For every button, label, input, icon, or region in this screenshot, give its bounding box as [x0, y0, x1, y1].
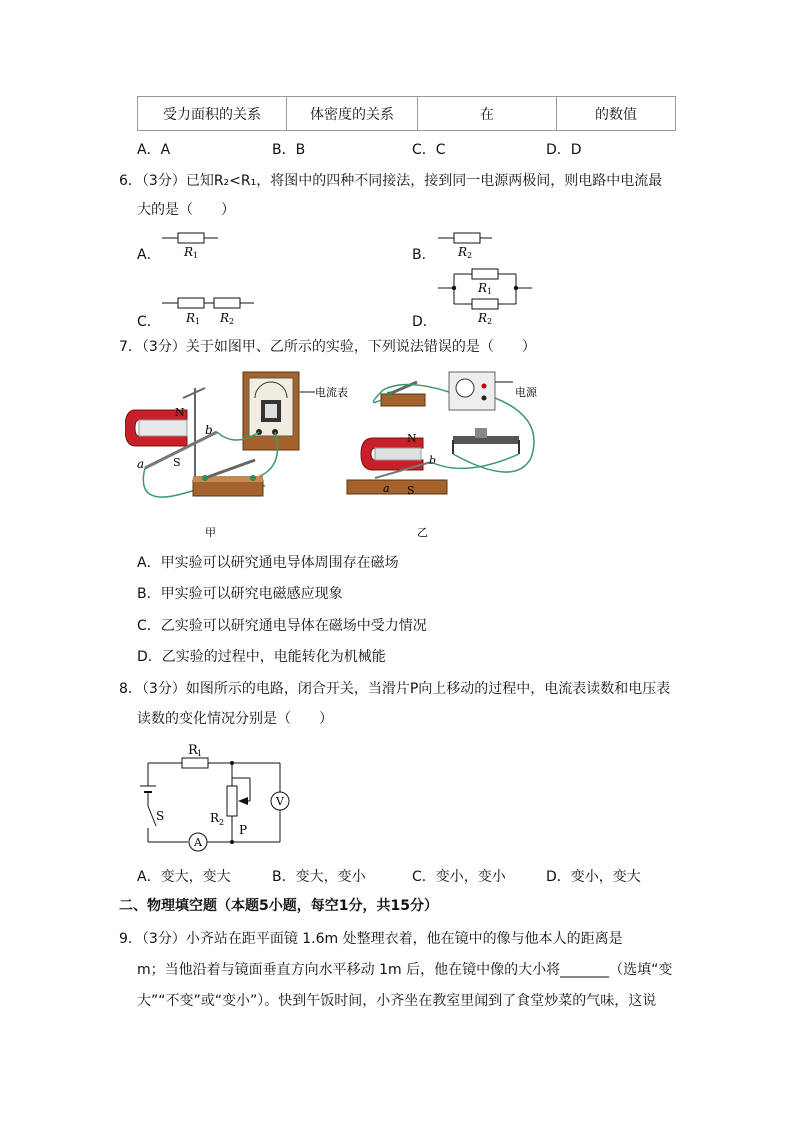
label-jia: 甲 — [205, 526, 216, 539]
q8-option-d[interactable]: D．变小，变大 — [546, 869, 641, 885]
section-title: 二、物理填空题（本题5小题，每空1分，共15分） — [119, 898, 438, 914]
label-switch: S — [156, 809, 165, 823]
label-n: N — [175, 406, 185, 419]
q8-stem-line1: 8．（3分）如图所示的电路，闭合开关，当滑片P向上移动的过程中，电流表读数和电压表 — [119, 681, 671, 697]
q7-option-c[interactable]: C．乙实验可以研究通电导体在磁场中受力情况 — [137, 618, 427, 634]
r1-label: R — [478, 281, 488, 295]
q7-option-a[interactable]: A．甲实验可以研究通电导体周围存在磁场 — [137, 555, 399, 571]
r1-sub: 1 — [487, 287, 493, 296]
r2-label: R — [478, 311, 488, 325]
table-cell: 在 — [418, 97, 557, 131]
label-s: S — [173, 456, 181, 469]
r1-sub: 1 — [195, 317, 201, 326]
label-a: a — [383, 482, 390, 495]
r2-sub: 2 — [487, 317, 493, 326]
q6-stem-line1: 6．（3分）已知R₂<R₁，将图中的四种不同接法，接到同一电源两极间，则电路中电流最 — [119, 173, 663, 189]
label-yi: 乙 — [417, 526, 428, 539]
r2-sub: 2 — [219, 818, 225, 827]
q7-option-d[interactable]: D．乙实验的过程中，电能转化为机械能 — [137, 649, 386, 665]
q5-option-b[interactable]: B．B — [272, 142, 306, 158]
answer-table — [137, 96, 676, 131]
r2-sub: 2 — [467, 251, 473, 260]
r1-label: R — [186, 311, 196, 325]
q5-option-d[interactable]: D．D — [546, 142, 582, 158]
q7-figure-jia — [125, 368, 365, 543]
q7-stem: 7．（3分）关于如图甲、乙所示的实验，下列说法错误的是（ ） — [119, 339, 536, 355]
q6-diagram-d — [436, 264, 536, 326]
q5-option-c[interactable]: C．C — [412, 142, 446, 158]
q6-diagram-a — [160, 228, 230, 260]
table-cell: 受力面积的关系 — [138, 97, 287, 131]
q8-stem-line2: 读数的变化情况分别是（ ） — [137, 711, 333, 727]
ammeter-label: A — [194, 836, 202, 849]
q6-option-b[interactable]: B． — [412, 247, 436, 263]
slider-label: P — [239, 823, 248, 837]
label-s: S — [407, 484, 415, 497]
q6-diagram-c — [160, 294, 260, 326]
r1-sub: 1 — [193, 251, 199, 260]
q6-option-d[interactable]: D． — [412, 314, 437, 330]
q7-figure-yi — [345, 368, 545, 543]
q6-stem-line2: 大的是（ ） — [137, 202, 235, 218]
r2-label: R — [220, 311, 230, 325]
q6-option-c[interactable]: C． — [137, 314, 161, 330]
q6-diagram-b — [436, 228, 496, 260]
r2-sub: 2 — [229, 317, 235, 326]
label-ammeter: 电流表 — [315, 386, 348, 399]
r1-sub: 1 — [197, 749, 203, 758]
r1-label: R — [188, 743, 198, 758]
q6-option-a[interactable]: A． — [137, 247, 161, 263]
voltmeter-label: V — [276, 795, 284, 808]
q5-option-a[interactable]: A．A — [137, 142, 171, 158]
table-cell: 的数值 — [557, 97, 676, 131]
q8-option-c[interactable]: C．变小，变小 — [412, 869, 506, 885]
q7-option-b[interactable]: B．甲实验可以研究电磁感应现象 — [137, 586, 343, 602]
label-b: b — [429, 454, 437, 467]
table-row — [138, 97, 676, 131]
label-a: a — [137, 457, 145, 471]
q8-option-b[interactable]: B．变大，变小 — [272, 869, 366, 885]
label-power: 电源 — [515, 386, 537, 399]
q9-line2: m；当他沿着与镜面垂直方向水平移动 1m 后，他在镜中像的大小将_______（选填“变 — [137, 962, 673, 978]
label-b: b — [205, 423, 213, 437]
table-cell: 体密度的关系 — [287, 97, 418, 131]
r2-label: R — [458, 245, 468, 259]
q8-option-a[interactable]: A．变大，变大 — [137, 869, 231, 885]
label-n: N — [407, 432, 417, 445]
q9-line3: 大”“不变”或“变小”）。快到午饭时间，小齐坐在教室里闻到了食堂炒菜的气味，这说 — [137, 993, 657, 1009]
r1-label: R — [184, 245, 194, 259]
q8-circuit — [130, 738, 300, 853]
q9-line1: 9．（3分）小齐站在距平面镜 1.6m 处整理衣着，他在镜中的像与他本人的距离是 — [119, 931, 623, 947]
r2-label: R — [210, 811, 220, 825]
